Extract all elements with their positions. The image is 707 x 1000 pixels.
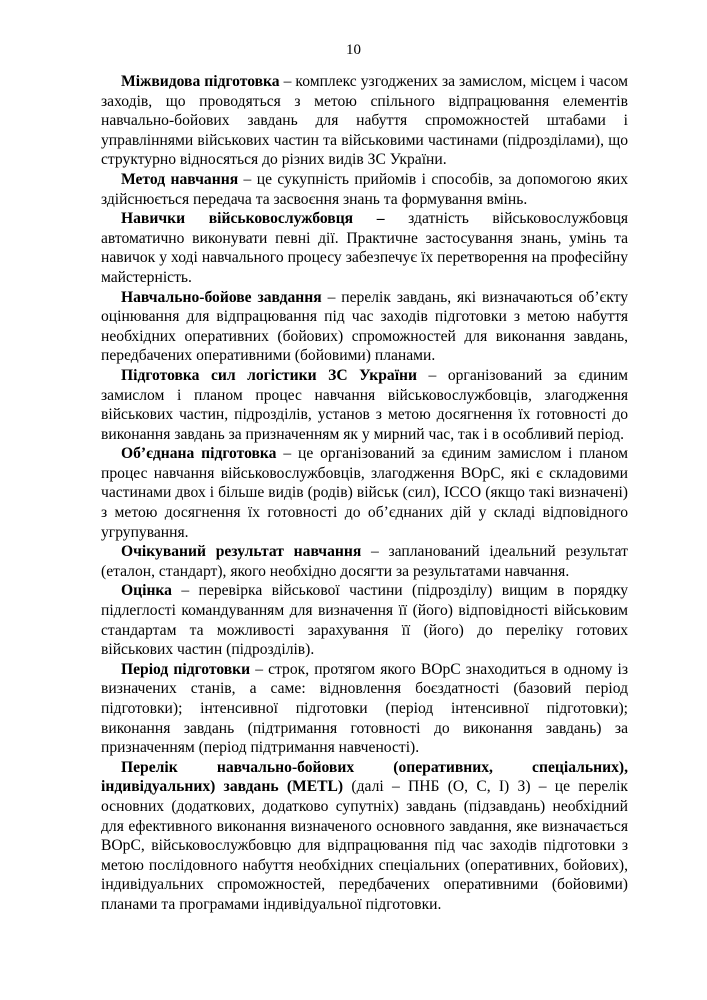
term-logistyka: Підготовка сил логістики ЗС України	[121, 366, 418, 384]
paragraph-metl	[101, 758, 628, 915]
term-obiednana: Об’єднана підготовка	[121, 445, 277, 463]
term-period: Період підготовки	[121, 660, 251, 678]
definition-period: – строк, протягом якого ВОрС знаходиться в одному із визначених станів, а саме: відновлення боєздатності (базовий період підготовки); інтенсивної підготовки (період інтенсивної підготовки); виконання завдань (підтримання готовності до виконання завдань) за призначенням (період підтримання навченості).	[101, 660, 629, 757]
term-metod: Метод навчання	[121, 170, 239, 188]
term-metl: Перелік навчально-бойових (оперативних, спеціальних), індивідуальних) завдань (METL)	[101, 758, 628, 796]
term-intervidova: Міжвидова підготовка	[121, 73, 280, 90]
document-body	[101, 72, 628, 915]
definition-logistyka: – організований за єдиним замислом і планом процес навчання військовослужбовців, злагодження військових частин, підрозділів, установ з метою досягнення їх готовності до виконання завдань за призначенням як у мирний час, так і в особливий період.	[101, 366, 628, 443]
definition-metl: (далі – ПНБ (О, С, І) З) – це перелік основних (додаткових, додатково супутніх) завдань (підзавдань) необхідний для ефективного виконання визначеного основного завдання, яке визначається ВОрС, військовослужбовцю для відпрацювання під час заходів підготовки з метою послідовного набуття необхідних спеціальних (оперативних, бойових), індивідуальних спроможностей, передбачених оперативними (бойовими) планами та програмами індивідуальної підготовки.	[101, 778, 628, 913]
paragraph-metod	[101, 170, 628, 209]
paragraph-zavdannia	[101, 288, 628, 366]
paragraph-intervidova	[101, 72, 628, 170]
term-zavdannia: Навчально-бойове завдання	[121, 288, 322, 306]
definition-ochikuvanyi: – запланований ідеальний результат (еталон, стандарт), якого необхідно досягти за результатами навчання.	[101, 543, 628, 580]
term-otsinka: Оцінка	[121, 582, 172, 600]
term-navychky: Навички військовослужбовця –	[121, 210, 385, 228]
definition-zavdannia: – перелік завдань, які визначаються об’єкту оцінювання для відпрацювання під час заходів підготовки з метою набуття необхідних оперативних (бойових) спроможностей для виконання завдань, передбачених оперативними (бойовими) планами.	[101, 288, 628, 365]
paragraph-obiednana	[101, 444, 628, 542]
paragraph-ochikuvanyi	[101, 542, 628, 581]
definition-intervidova: – комплекс узгоджених за замислом, місцем і часом заходів, що проводяться з метою спільного відпрацювання елементів навчально-бойових завдань для набуття спроможностей штабами і управліннями військових частин та військовими частинами (підрозділами), що структурно відносяться до різних видів ЗС України.	[101, 73, 628, 169]
definition-metod: – це сукупність прийомів і способів, за допомогою яких здійснюється передача та засвоєння знань та формування вмінь.	[101, 170, 628, 208]
definition-otsinka: – перевірка військової частини (підрозділу) вищим в порядку підлеглості командуванням для визначення її (його) відповідності військовим стандартам та можливості зарахування її (його) до переліку готових військових частин (підрозділів).	[101, 582, 628, 659]
page-number: 10	[346, 42, 361, 58]
definition-navychky: здатність військовослужбовця автоматично виконувати певні дії. Практичне застосування знань, умінь та навичок у ході навчального процесу забезпечує їх перетворення на професійну майстерність.	[101, 210, 628, 286]
paragraph-navychky	[101, 209, 628, 287]
term-ochikuvanyi: Очікуваний результат навчання	[121, 543, 362, 561]
definition-obiednana: – це організований за єдиним замислом і планом процес навчання військовослужбовців, злагодження ВОрС, які є складовими частинами двох і більше видів (родів) військ (сил), ІССО (якщо такі визначені) з метою досягнення їх готовності до об’єднаних дій у складі відповідного угрупування.	[101, 445, 628, 541]
paragraph-period	[101, 660, 628, 758]
paragraph-otsinka	[101, 581, 628, 659]
paragraph-logistyka	[101, 366, 628, 444]
